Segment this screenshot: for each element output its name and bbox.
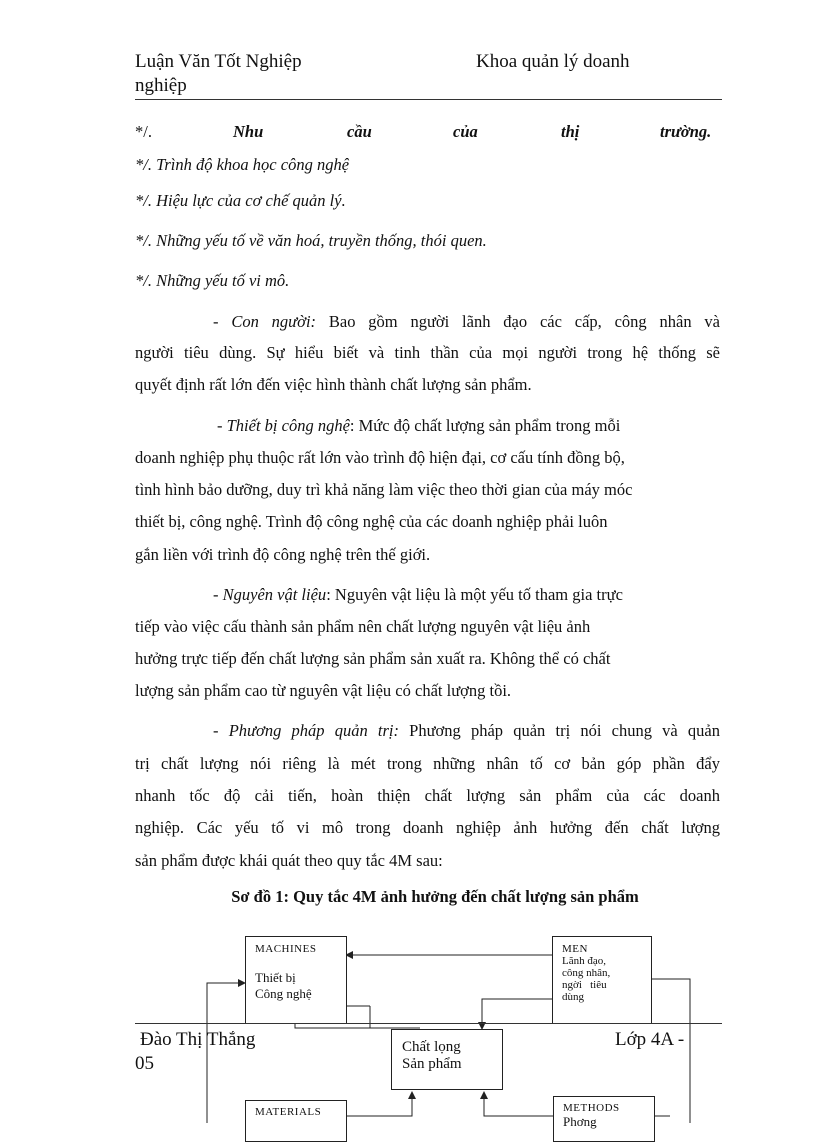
machines-line2: Công nghệ xyxy=(255,986,312,1001)
center-line1: Chất lọng xyxy=(402,1039,461,1055)
diagram-caption: Sơ đồ 1: Quy tắc 4M ảnh hưởng đến chất lượng sản phẩm xyxy=(231,887,639,906)
factor-management: */. Hiệu lực của cơ chế quản lý. xyxy=(135,191,346,210)
para-material-line4: lượng sản phẩm cao từ nguyên vật liệu có chất lượng tồi. xyxy=(135,681,512,700)
para-tech-line5: gắn liền với trình độ công nghệ trên thế giới. xyxy=(135,545,431,564)
para-tech-term: Thiết bị công nghệ xyxy=(226,416,350,435)
factor-demand-w5: trường. xyxy=(660,122,712,141)
para-method-term: Phương pháp quản trị: xyxy=(228,721,399,740)
machines-title: MACHINES xyxy=(255,943,317,955)
para-tech-line2: doanh nghiệp phụ thuộc rất lớn vào trình độ hiện đại, cơ cấu tính đồng bộ, xyxy=(135,448,625,467)
methods-title: METHODS xyxy=(563,1102,620,1114)
men-box xyxy=(552,936,652,1024)
arrow-materials-to-center xyxy=(346,1092,412,1116)
footer-left: Đào Thị Thắng xyxy=(140,1029,256,1050)
factor-micro: */. Những yếu tố vi mô. xyxy=(135,271,290,290)
footer-wrap: 05 xyxy=(135,1053,154,1074)
arrow-left-loop-machines xyxy=(207,983,245,1123)
para-material-line2: tiếp vào việc cấu thành sản phẩm nên chất lượng nguyên vật liệu ảnh xyxy=(135,617,591,636)
materials-title: MATERIALS xyxy=(255,1106,322,1118)
materials-box xyxy=(245,1100,347,1142)
factor-demand-w2: cầu xyxy=(347,122,372,141)
footer-right: Lớp 4A - xyxy=(615,1029,685,1050)
arrow-men-to-center xyxy=(482,999,552,1029)
para-people-line3: quyết định rất lớn đến việc hình thành chất lượng sản phẩm. xyxy=(135,375,532,394)
para-method-line2: trị chất lượng nói riêng là mét trong những nhân tố cơ bản góp phần đẩy xyxy=(135,754,720,773)
factor-technology: */. Trình độ khoa học công nghệ xyxy=(135,155,350,174)
men-line2: công nhân, xyxy=(562,967,611,979)
factor-demand-w3: của xyxy=(453,122,478,141)
para-people-term: Con người: xyxy=(231,312,317,331)
para-people-line1: - Con người: Bao gồm người lãnh đạo các cấp, công nhân và xyxy=(213,312,720,331)
men-title: MEN xyxy=(562,943,588,955)
para-method-line3: nhanh tốc độ cải tiến, hoàn thiện chất lượng sản phẩm của các doanh xyxy=(135,786,720,805)
header-left: Luận Văn Tốt Nghiệp xyxy=(135,51,302,72)
factor-culture: */. Những yếu tố về văn hoá, truyền thống, thói quen. xyxy=(135,231,487,250)
factor-demand-w4: thị xyxy=(561,122,580,141)
methods-box xyxy=(553,1096,655,1142)
header-right: Khoa quản lý doanh xyxy=(476,51,630,72)
men-line1: Lãnh đạo, xyxy=(562,955,606,967)
methods-line1: Phơng xyxy=(563,1114,597,1129)
arrow-methods-to-center xyxy=(484,1092,553,1116)
para-tech-line1: - Thiết bị công nghệ: Mức độ chất lượng sản phẩm trong mỗi xyxy=(217,416,621,435)
header-wrap: nghiệp xyxy=(135,75,187,96)
men-line4: dùng xyxy=(562,991,584,1003)
men-line3: ngời tiêu xyxy=(562,979,607,991)
machines-box xyxy=(245,936,347,1024)
footer-rule xyxy=(135,1023,722,1024)
product-quality-box xyxy=(391,1029,503,1090)
factor-demand-prefix: */. xyxy=(135,122,152,141)
para-material-term: Nguyên vật liệu xyxy=(222,585,327,604)
factor-demand-w1: Nhu xyxy=(233,122,264,141)
para-people-line2: người tiêu dùng. Sự hiểu biết và tinh thần của mọi người trong hệ thống sẽ xyxy=(135,343,720,362)
center-line2: Sản phẩm xyxy=(402,1056,462,1072)
machines-line1: Thiết bị xyxy=(255,970,296,985)
para-material-line3: hưởng trực tiếp đến chất lượng sản phẩm sản xuất ra. Không thể có chất xyxy=(135,649,611,668)
para-material-line1: - Nguyên vật liệu: Nguyên vật liệu là một yếu tố tham gia trực xyxy=(213,585,623,604)
para-method-line4: nghiệp. Các yếu tố vi mô trong doanh nghiệp ảnh hưởng đến chất lượng xyxy=(135,818,720,837)
para-method-line5: sản phẩm được khái quát theo quy tắc 4M sau: xyxy=(135,851,443,870)
para-tech-line4: thiết bị, công nghệ. Trình độ công nghệ của các doanh nghiệp phải luôn xyxy=(135,512,608,531)
para-tech-line3: tình hình bảo dưỡng, duy trì khả năng làm việc theo thời gian của máy móc xyxy=(135,480,633,499)
para-method-line1: - Phương pháp quản trị: Phương pháp quản trị nói chung và quản xyxy=(213,721,720,740)
